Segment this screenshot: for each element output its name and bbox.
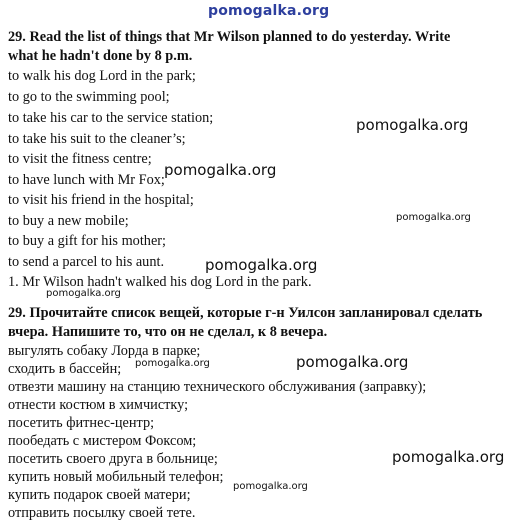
english-item: to take his car to the service station; [8,110,214,126]
watermark: pomogalka.org [296,353,409,371]
watermark: pomogalka.org [233,481,308,492]
russian-item: посетить фитнес-центр; [8,415,155,431]
russian-item: отнести костюм в химчистку; [8,397,189,413]
english-item: to buy a gift for his mother; [8,233,167,249]
english-item: to visit his friend in the hospital; [8,192,194,208]
russian-item: отправить посылку своей тете. [8,505,196,521]
watermark: pomogalka.org [205,256,318,274]
watermark: pomogalka.org [135,358,210,369]
watermark: pomogalka.org [356,116,469,134]
english-task-title-cont: what he hadn't done by 8 p.m. [8,48,193,64]
russian-item: выгулять собаку Лорда в парке; [8,343,201,359]
english-item: to visit the fitness centre; [8,151,152,167]
watermark-top: pomogalka.org [208,3,330,19]
english-item: to take his suit to the cleaner’s; [8,131,186,147]
watermark: pomogalka.org [392,448,505,466]
watermark: pomogalka.org [164,161,277,179]
watermark: pomogalka.org [396,212,471,223]
russian-item: отвезти машину на станцию технического обслуживания (заправку); [8,379,427,395]
english-item: to go to the swimming pool; [8,89,170,105]
russian-task-title: 29. Прочитайте список вещей, которые г-н Уилсон запланировал сделать [8,305,483,321]
english-item: to have lunch with Mr Fox; [8,172,165,188]
english-answer: 1. Mr Wilson hadn't walked his dog Lord in the park. [8,274,312,290]
russian-item: пообедать с мистером Фоксом; [8,433,197,449]
russian-item: купить новый мобильный телефон; [8,469,224,485]
english-item: to buy a new mobile; [8,213,129,229]
russian-item: купить подарок своей матери; [8,487,191,503]
russian-task-title-cont: вчера. Напишите то, что он не сделал, к 8 вечера. [8,324,328,340]
russian-item: сходить в бассейн; [8,361,122,377]
english-item: to walk his dog Lord in the park; [8,68,196,84]
english-task-title: 29. Read the list of things that Mr Wilson planned to do yesterday. Write [8,29,451,45]
english-item: to send a parcel to his aunt. [8,254,165,270]
watermark: pomogalka.org [46,288,121,299]
russian-item: посетить своего друга в больнице; [8,451,218,467]
